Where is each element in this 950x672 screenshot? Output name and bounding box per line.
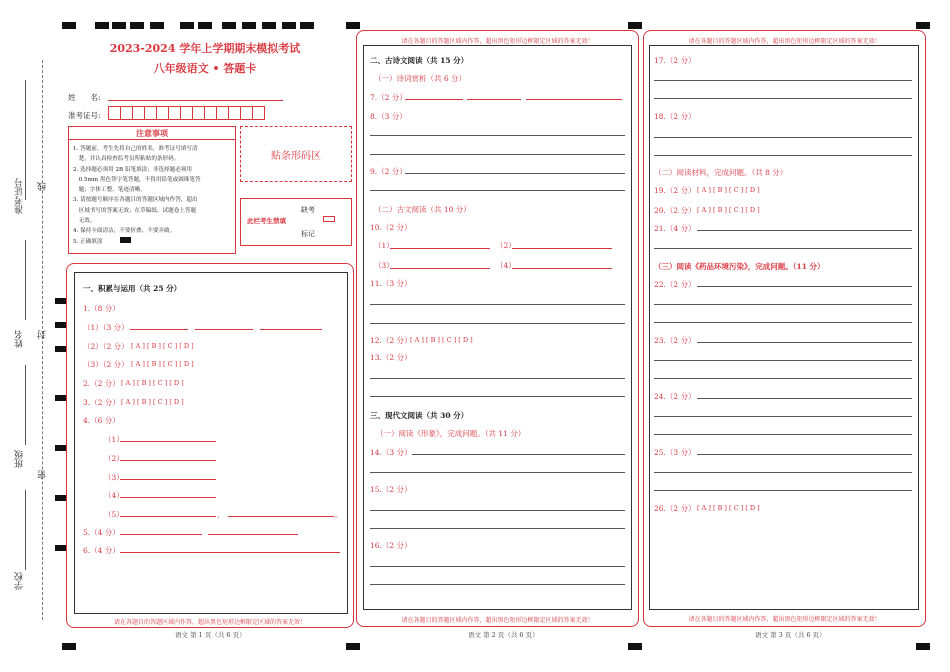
q10-label: 10.（2 分） xyxy=(370,223,412,232)
section-1-title: 一、积累与运用（共 25 分） xyxy=(83,284,182,293)
registration-mark xyxy=(916,22,930,29)
field-line xyxy=(25,490,26,570)
side-name: 姓名 xyxy=(15,330,25,348)
answer-line[interactable] xyxy=(654,155,912,156)
answer-frame-2 xyxy=(363,45,632,610)
q4-1-label: （1） xyxy=(104,435,124,444)
q16-label: 16.（2 分） xyxy=(370,541,412,550)
notice-item: 2. 选择题必须用 2B 铅笔填涂；非选择题必须用 xyxy=(73,166,193,173)
q10-2-label: （2） xyxy=(496,241,516,250)
answer-line[interactable] xyxy=(697,342,912,343)
name-label: 姓 名: xyxy=(68,93,101,102)
footer-page-3: 语文 第 3 页（共 6 页） xyxy=(755,631,826,639)
q11-label: 11.（3 分） xyxy=(370,279,412,288)
side-class: 班级 xyxy=(15,450,25,468)
registration-mark xyxy=(95,22,109,29)
q4-4-label: （4） xyxy=(104,491,124,500)
section-2-title: 二、古诗文阅读（共 15 分） xyxy=(370,56,469,65)
side-mark xyxy=(55,346,66,352)
q20-label: 20.（2 分） xyxy=(654,206,696,215)
answer-line[interactable] xyxy=(390,268,490,269)
registration-mark xyxy=(150,22,164,29)
q2-label: 2.（2 分） xyxy=(83,379,120,388)
q12-choices[interactable]: [ A ] [ B ] [ C ] [ D ] xyxy=(410,336,473,344)
q10-1-label: （1） xyxy=(374,241,394,250)
notice-item: 区域书写的答案无效；在草稿纸、试题卷上答题 xyxy=(73,207,197,214)
answer-line[interactable] xyxy=(512,248,612,249)
filled-sample xyxy=(120,237,131,243)
sub1-title: （一）诗词赏析（共 6 分） xyxy=(374,74,467,83)
answer-line[interactable] xyxy=(130,329,188,330)
notice-item: 无效。 xyxy=(73,218,96,225)
q13-label: 13.（2 分） xyxy=(370,353,412,362)
answer-line[interactable] xyxy=(654,416,912,417)
registration-mark xyxy=(262,22,276,29)
side-school: 学校 xyxy=(15,572,25,590)
warning-top-2: 请在各题目的答题区域内作答，超出黑色矩形边框限定区域的答案无效！ xyxy=(401,38,594,45)
q19-label: 19.（2 分） xyxy=(654,186,696,195)
barcode-area: 贴条形码区 xyxy=(240,126,352,182)
registration-mark xyxy=(180,22,194,29)
sub3-title: （一）阅读《形象》，完成问题。（共 11 分） xyxy=(376,429,526,438)
registration-mark xyxy=(62,22,76,29)
answer-line[interactable] xyxy=(120,479,216,480)
side-feng: 封 xyxy=(38,330,48,339)
registration-mark xyxy=(130,22,144,29)
q26-label: 26.（2 分） xyxy=(654,504,696,513)
answer-line[interactable] xyxy=(195,329,253,330)
side-mark xyxy=(55,445,66,451)
sub2-p3-title: （三）阅读《药品环境污染》，完成问题。（11 分） xyxy=(654,262,825,271)
binding-line xyxy=(42,60,43,620)
id-label: 准考证号: xyxy=(68,111,101,120)
notice-box xyxy=(68,126,236,254)
registration-mark xyxy=(346,643,360,650)
warning-top-3: 请在各题目的答题区域内作答，超出黑色矩形边框限定区域的答案无效！ xyxy=(688,38,881,45)
answer-line[interactable] xyxy=(120,441,216,442)
q4-3-label: （3） xyxy=(104,473,124,482)
q7-label: 7.（2 分） xyxy=(370,93,407,102)
side-xian: 线 xyxy=(38,182,48,191)
answer-line[interactable] xyxy=(370,396,625,397)
answer-line[interactable] xyxy=(654,434,912,435)
q1a-label: （1）（3 分） xyxy=(83,323,129,332)
q4-label: 4.（6 分） xyxy=(83,416,120,425)
q10-3-label: （3） xyxy=(374,261,394,270)
q8-label: 8.（3 分） xyxy=(370,112,407,121)
side-mark xyxy=(55,495,66,501)
notice-item: 1. 答题前，考生先将自己的姓名，准考证号填写清 xyxy=(73,146,198,152)
answer-line[interactable] xyxy=(467,99,521,100)
q5-label: 5.（4 分） xyxy=(83,528,120,537)
q12-label: 12.（2 分） xyxy=(370,336,412,345)
answer-line[interactable] xyxy=(654,248,912,249)
answer-line[interactable] xyxy=(697,398,912,399)
absent-w2: 标记 xyxy=(301,230,315,238)
q4-5-label: （5） xyxy=(104,510,124,519)
notice-list xyxy=(69,140,235,251)
comma: ， xyxy=(217,510,225,519)
answer-line[interactable] xyxy=(370,472,625,473)
registration-mark xyxy=(222,22,236,29)
answer-line[interactable] xyxy=(120,552,340,553)
answer-line[interactable] xyxy=(370,190,625,191)
q23-label: 23.（2 分） xyxy=(654,336,696,345)
side-mark xyxy=(55,322,66,328)
registration-mark xyxy=(198,22,212,29)
notice-item: 楚，并认真检查监考员所粘贴的条形码。 xyxy=(73,156,180,163)
registration-mark xyxy=(112,22,126,29)
answer-line[interactable] xyxy=(654,304,912,305)
side-zkz: 准考证号 xyxy=(15,178,25,214)
notice-item: 3. 请按题号顺序在各题目的答题区域内作答，超出 xyxy=(73,197,198,204)
answer-line[interactable] xyxy=(390,248,490,249)
id-boxes[interactable] xyxy=(108,106,288,121)
answer-line[interactable] xyxy=(120,460,216,461)
footer-page-2: 语文 第 2 页（共 6 页） xyxy=(468,631,539,639)
q17-label: 17.（2 分） xyxy=(654,56,696,65)
registration-mark xyxy=(346,22,360,29)
absent-w1: 缺考 xyxy=(301,206,315,214)
q24-label: 24.（2 分） xyxy=(654,392,696,401)
answer-line[interactable] xyxy=(120,497,216,498)
absent-checkbox[interactable] xyxy=(323,216,335,222)
field-line xyxy=(25,365,26,445)
answer-line[interactable] xyxy=(654,98,912,99)
q18-label: 18.（2 分） xyxy=(654,112,696,121)
answer-line[interactable] xyxy=(697,454,912,455)
registration-mark xyxy=(300,22,314,29)
q1b-choices[interactable]: [ A ] [ B ] [ C ] [ D ] xyxy=(131,342,194,350)
answer-line[interactable] xyxy=(654,472,912,473)
q3-label: 3.（2 分） xyxy=(83,398,120,407)
answer-line[interactable] xyxy=(654,137,912,138)
registration-mark xyxy=(628,643,642,650)
q14-label: 14.（3 分） xyxy=(370,448,412,457)
answer-line[interactable] xyxy=(512,268,612,269)
q21-label: 21.（4 分） xyxy=(654,224,696,233)
answer-line[interactable] xyxy=(370,323,625,324)
answer-line[interactable] xyxy=(370,528,625,529)
q20-choices[interactable]: [ A ] [ B ] [ C ] [ D ] xyxy=(697,206,760,214)
exam-title: 2023-2024 学年上学期期末模拟考试 xyxy=(109,42,301,55)
answer-line[interactable] xyxy=(654,378,912,379)
answer-line[interactable] xyxy=(654,322,912,323)
absent-label: 此栏考生禁填 xyxy=(247,217,286,225)
registration-mark xyxy=(628,22,642,29)
answer-line[interactable] xyxy=(228,516,334,517)
answer-line[interactable] xyxy=(412,454,625,455)
registration-mark xyxy=(282,22,296,29)
q26-choices[interactable]: [ A ] [ B ] [ C ] [ D ] xyxy=(697,504,760,512)
answer-line[interactable] xyxy=(260,329,322,330)
q3-choices[interactable]: [ A ] [ B ] [ C ] [ D ] xyxy=(121,398,184,406)
answer-line[interactable] xyxy=(120,534,202,535)
answer-line[interactable] xyxy=(370,566,625,567)
side-mark xyxy=(55,395,66,401)
field-line xyxy=(25,240,26,320)
answer-line[interactable] xyxy=(370,378,625,379)
q22-label: 22.（2 分） xyxy=(654,280,696,289)
answer-line[interactable] xyxy=(370,135,625,136)
q1-label: 1.（8 分） xyxy=(83,304,120,313)
q19-choices[interactable]: [ A ] [ B ] [ C ] [ D ] xyxy=(697,186,760,194)
warning-bottom-2: 请在各题目的答题区域内作答，超出黑色矩形边框限定区域的答案无效！ xyxy=(401,617,594,624)
side-mark xyxy=(55,545,66,551)
section-3-title: 三、现代文阅读（共 30 分） xyxy=(370,411,469,420)
answer-line[interactable] xyxy=(370,304,625,305)
notice-title: 注意事项 xyxy=(69,127,235,140)
answer-line[interactable] xyxy=(405,99,463,100)
notice-item: 题；字体工整、笔迹清晰。 xyxy=(73,187,146,194)
q15-label: 15.（2 分） xyxy=(370,485,412,494)
q9-label: 9.（2 分） xyxy=(370,167,407,176)
exam-subtitle: 八年级语文 • 答题卡 xyxy=(153,62,257,75)
footer-page-1: 语文 第 1 页（共 6 页） xyxy=(175,631,246,639)
warning-bottom-1: 请在各题目的答题区域内作答，超出黑色矩形边框限定区域的答案无效！ xyxy=(113,619,306,626)
answer-frame-3 xyxy=(649,45,919,610)
answer-line[interactable] xyxy=(370,510,625,511)
side-mark xyxy=(55,298,66,304)
q2-choices[interactable]: [ A ] [ B ] [ C ] [ D ] xyxy=(121,379,184,387)
q4-2-label: （2） xyxy=(104,454,124,463)
q6-label: 6.（4 分） xyxy=(83,546,120,555)
name-field[interactable] xyxy=(108,100,283,101)
absent-box xyxy=(240,198,352,246)
answer-line[interactable] xyxy=(208,534,298,535)
answer-line[interactable] xyxy=(697,230,912,231)
answer-line[interactable] xyxy=(654,80,912,81)
answer-line[interactable] xyxy=(405,173,625,174)
answer-line[interactable] xyxy=(526,99,622,100)
sub-p3-title: （二）阅读材料，完成问题。（共 8 分） xyxy=(654,168,788,177)
answer-line[interactable] xyxy=(654,360,912,361)
registration-mark xyxy=(242,22,256,29)
sub2-title: （二）古文阅读（共 10 分） xyxy=(374,205,471,214)
q1c-label: （3）（2 分） xyxy=(83,360,129,369)
answer-line[interactable] xyxy=(370,154,625,155)
notice-item: 4. 保持卡面清洁，不要折叠、不要弄破。 xyxy=(73,228,176,235)
warning-bottom-3: 请在各题目的答题区域内作答，超出黑色矩形边框限定区域的答案无效！ xyxy=(688,616,881,623)
answer-line[interactable] xyxy=(697,286,912,287)
q1b-label: （2）（2 分） xyxy=(83,342,129,351)
registration-mark xyxy=(916,643,930,650)
notice-item: 5. 正确填涂 xyxy=(73,238,103,245)
period: 。 xyxy=(335,510,343,519)
q1c-choices[interactable]: [ A ] [ B ] [ C ] [ D ] xyxy=(131,360,194,368)
answer-line[interactable] xyxy=(120,516,216,517)
answer-line[interactable] xyxy=(370,584,625,585)
q25-label: 25.（3 分） xyxy=(654,448,696,457)
q10-4-label: （4） xyxy=(496,261,516,270)
notice-item: 0.5mm 黑色签字笔答题，不得用铅笔或圆珠笔答 xyxy=(73,176,201,183)
answer-line[interactable] xyxy=(654,490,912,491)
side-mi: 密 xyxy=(38,470,48,479)
registration-mark xyxy=(62,643,76,650)
